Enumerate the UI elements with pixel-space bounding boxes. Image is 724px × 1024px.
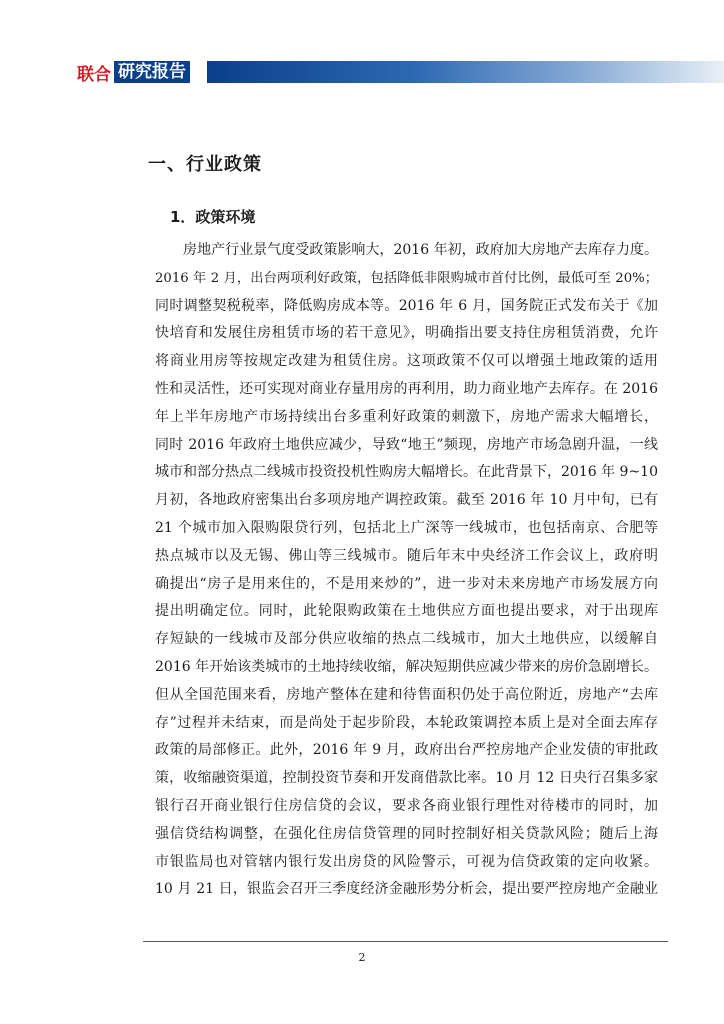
page-number: 2 <box>358 951 366 964</box>
paragraph-line: 强信贷结构调整，在强化住房信贷管理的同时控制好相关贷款风险；随后上海 <box>155 825 658 842</box>
paragraph-line: 市银监局也对管辖内银行发出房贷的风险警示，可视为信贷政策的定向收紧。 <box>155 853 658 870</box>
paragraph-line: 快培育和发展住房租赁市场的若干意见》，明确指出要支持住房租赁消费，允许 <box>155 325 658 342</box>
paragraph-line: 热点城市以及无锡、佛山等三线城市。随后年末中央经济工作会议上，政府明 <box>155 547 658 564</box>
paragraph-line: 21 个城市加入限购限贷行列，包括北上广深等一线城市，也包括南京、合肥等 <box>155 519 658 536</box>
brand-logo <box>77 60 190 84</box>
paragraph-line: 城市和部分热点二线城市投资投机性购房大幅增长。在此背景下，2016 年 9~10 <box>155 464 658 481</box>
report-header <box>77 60 724 84</box>
paragraph-line: 银行召开商业银行住房信贷的会议，要求各商业银行理性对待楼市的同时，加 <box>155 797 658 814</box>
paragraph-line: 存”过程并未结束，而是尚处于起步阶段，本轮政策调控本质上是对全面去库存 <box>155 714 658 731</box>
paragraph-line: 确提出“房子是用来住的，不是用来炒的”，进一步对未来房地产市场发展方向 <box>155 575 658 592</box>
paragraph-line: 将商业用房等按规定改建为租赁住房。这项政策不仅可以增强土地政策的适用 <box>155 353 658 370</box>
paragraph-line: 存短缺的一线城市及部分供应收缩的热点二线城市，加大土地供应，以缓解自 <box>155 631 658 648</box>
footer-divider <box>143 941 668 942</box>
body-paragraph <box>155 237 658 904</box>
paragraph-line: 同时调整契税税率，降低购房成本等。2016 年 6 月，国务院正式发布关于《加 <box>155 297 658 314</box>
header-gradient-bar <box>207 61 724 83</box>
section-title: 一、行业政策 <box>148 154 262 175</box>
paragraph-line: 提出明确定位。同时，此轮限购政策在土地供应方面也提出要求，对于出现库 <box>155 603 658 620</box>
paragraph-line: 2016 年开始该类城市的土地持续收缩，解决短期供应减少带来的房价急剧增长。 <box>155 658 658 675</box>
report-type-label: 研究报告 <box>114 61 190 83</box>
paragraph-line: 2016 年 2 月，出台两项利好政策，包括降低非限购城市首付比例，最低可至 20%； <box>155 270 658 286</box>
paragraph-line: 但从全国范围来看，房地产整体在建和待售面积仍处于高位附近，房地产“去库 <box>155 686 658 703</box>
paragraph-line: 同时 2016 年政府土地供应减少，导致“地王”频现，房地产市场急剧升温，一线 <box>155 436 658 453</box>
subsection-title: 1．政策环境 <box>170 208 256 226</box>
paragraph-line: 性和灵活性，还可实现对商业存量用房的再利用，助力商业地产去库存。在 2016 <box>155 380 658 397</box>
paragraph-line: 年上半年房地产市场持续出台多重利好政策的刺激下，房地产需求大幅增长， <box>155 408 658 425</box>
paragraph-line: 策，收缩融资渠道，控制投资节奏和开发商借款比率。10 月 12 日央行召集多家 <box>155 770 658 787</box>
paragraph-line: 月初，各地政府密集出台多项房地产调控政策。截至 2016 年 10 月中旬，已有 <box>155 492 658 509</box>
paragraph-line: 房地产行业景气度受政策影响大，2016 年初，政府加大房地产去库存力度。 <box>155 242 658 258</box>
brand-name: 联合 <box>77 64 111 85</box>
paragraph-line: 政策的局部修正。此外，2016 年 9 月，政府出台严控房地产企业发债的审批政 <box>155 742 658 759</box>
paragraph-line: 10 月 21 日，银监会召开三季度经济金融形势分析会，提出要严控房地产金融业 <box>155 881 658 898</box>
